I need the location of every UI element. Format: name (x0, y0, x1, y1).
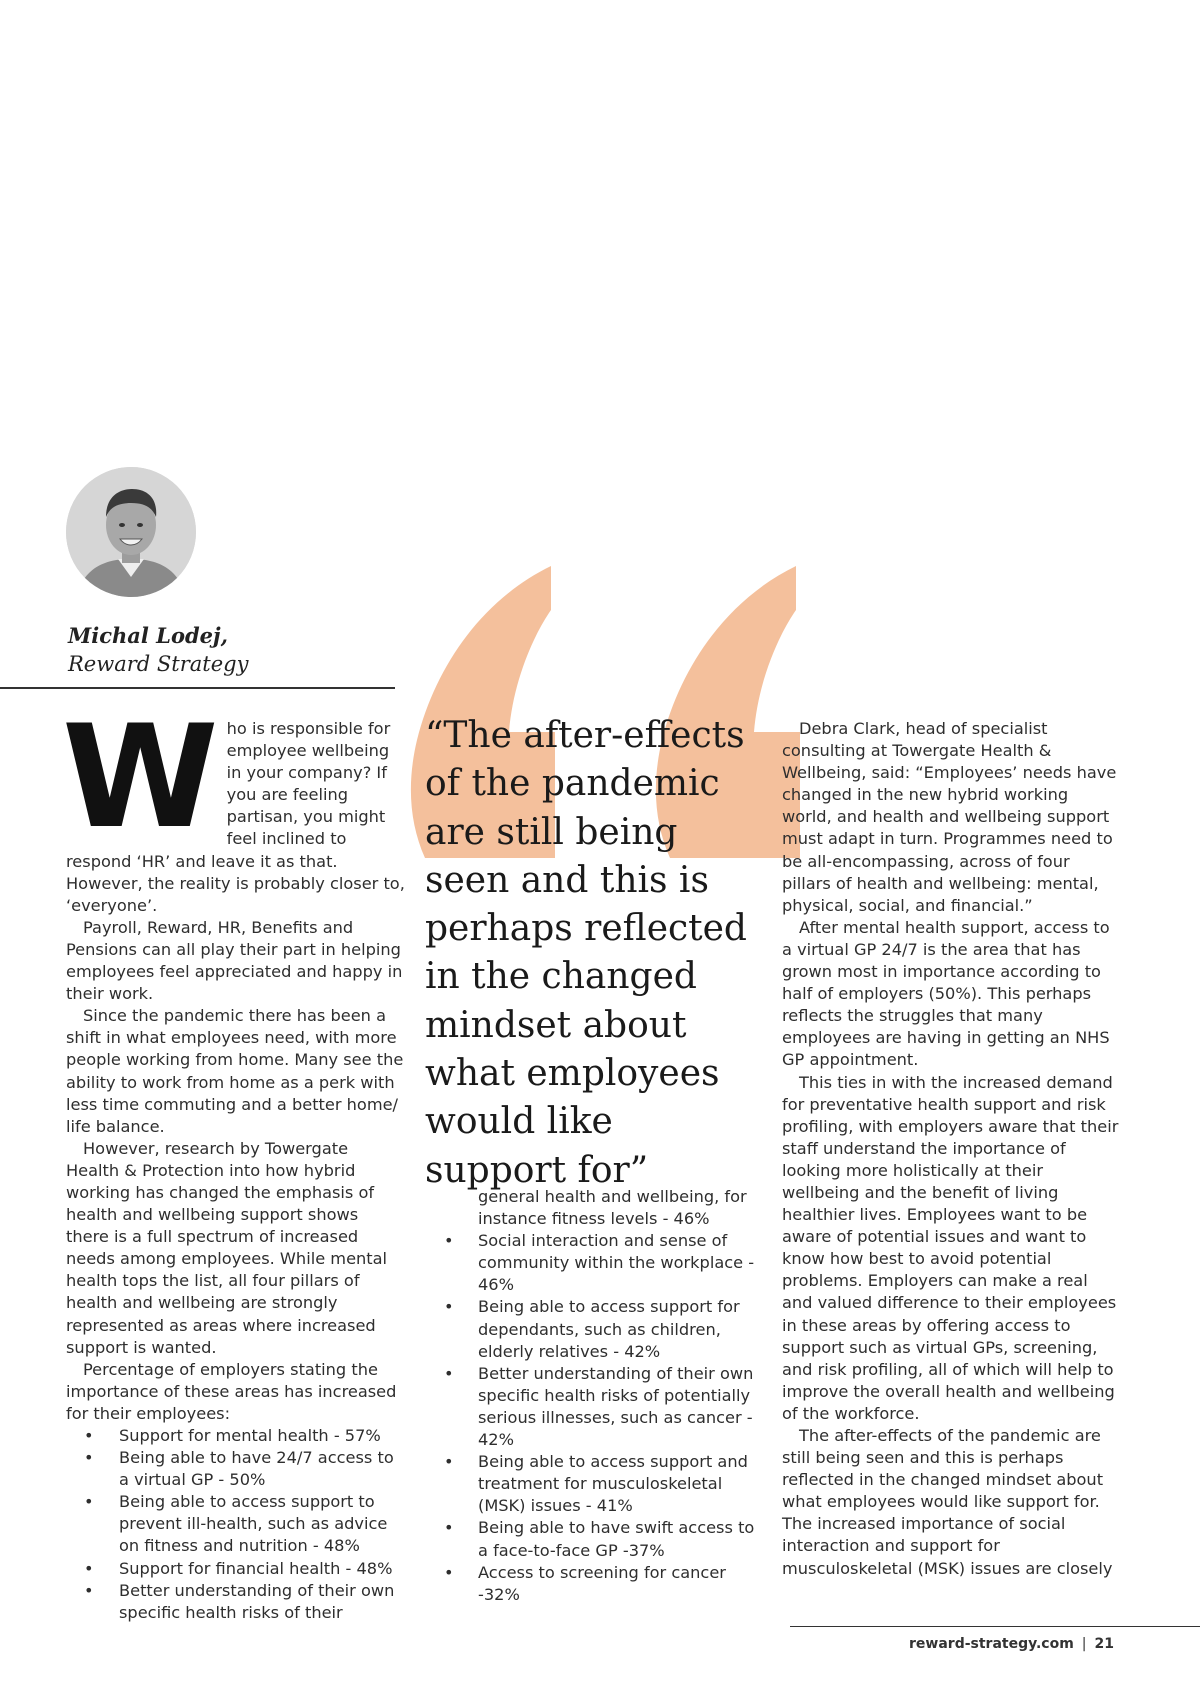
page-number: 21 (1094, 1636, 1114, 1652)
list-item: • Support for financial health - 48% (66, 1558, 406, 1580)
paragraph: ho is responsible for employee wellbeing in your company? If you are feeling partisan, you might feel inclined to respond ‘HR’ and leave it as that. However, the reality is probably closer to, ‘everyone’. (66, 719, 405, 915)
drop-cap: W (62, 695, 219, 860)
article-column-1 (62, 695, 406, 1624)
list-item: • Being able to access support to prevent ill-health, such as advice on fitness and nutrition - 48% (66, 1491, 406, 1557)
article-column-2 (430, 1186, 765, 1606)
paragraph: However, research by Towergate Health & Protection into how hybrid working has changed the emphasis of health and wellbeing support shows there is a full spectrum of increased needs among employees. While mental health tops the list, all four pillars of health and wellbeing are strongly represented as areas where increased support is wanted. (66, 1138, 388, 1357)
author-photo (66, 467, 196, 597)
list-item-continuation: general health and wellbeing, for instance fitness levels - 46% (478, 1187, 747, 1229)
paragraph: Debra Clark, head of specialist consulting at Towergate Health & Wellbeing, said: “Employees’ needs have changed in the new hybrid working world, and health and wellbeing support must adapt in turn. Programmes need to be all-encompassing, across of four pillars of health and wellbeing: mental, physical, social, and financial.” (782, 719, 1117, 915)
list-item: • Social interaction and sense of community within the workplace - 46% (430, 1230, 765, 1296)
author-name: Michal Lodej, (68, 623, 228, 648)
list-item: • Being able to have swift access to a face-to-face GP -37% (430, 1517, 765, 1561)
list-item: • Being able to have 24/7 access to a virtual GP - 50% (66, 1447, 406, 1491)
paragraph: This ties in with the increased demand for preventative health support and risk profiling, with employers aware that their staff understand the importance of looking more holistically at their wellbeing and the benefit of living healthier lives. Employees want to be aware of potential issues and want to know how best to avoid potential problems. Employers can make a real and valued difference to their employees in these areas by offering access to support such as virtual GPs, screening, and risk profiling, all of which will help to improve the overall health and wellbeing of the workforce. (782, 1072, 1119, 1423)
pull-quote: “The after-effects of the pandemic are still being seen and this is perhaps reflected in the changed mindset about what employees would like support for” (425, 715, 747, 1191)
footer-separator: | (1081, 1636, 1087, 1652)
page-footer (909, 1636, 1114, 1652)
paragraph: After mental health support, access to a virtual GP 24/7 is the area that has grown most in importance according to half of employers (50%). This perhaps reflects the struggles that many employees are having in getting an NHS GP appointment. (782, 917, 1110, 1070)
footer-website: reward-strategy.com (909, 1636, 1074, 1652)
footer-divider (790, 1626, 1200, 1627)
paragraph: Since the pandemic there has been a shift in what employees need, with more people working from home. Many see the ability to work from home as a perk with less time commuting and a better home/ life balance. (66, 1006, 404, 1136)
list-item: • Access to screening for cancer -32% (430, 1562, 765, 1606)
paragraph: Payroll, Reward, HR, Benefits and Pensions can all play their part in helping employees feel appreciated and happy in their work. (66, 917, 403, 1004)
paragraph: Percentage of employers stating the importance of these areas has increased for their employees: (66, 1359, 397, 1423)
author-portrait-illustration (66, 467, 196, 597)
list-item: • Being able to access support and treatment for musculoskeletal (MSK) issues - 41% (430, 1451, 765, 1517)
list-item: • Being able to access support for dependants, such as children, elderly relatives - 42% (430, 1296, 765, 1362)
list-item: • Better understanding of their own specific health risks of potentially serious illnesses, such as cancer - 42% (430, 1363, 765, 1451)
byline-divider (0, 687, 395, 689)
list-item: • Better understanding of their own specific health risks of their (66, 1580, 406, 1624)
list-item: • Support for mental health - 57% (66, 1425, 406, 1447)
article-column-3 (782, 718, 1122, 1580)
employer-priorities-list-continued (430, 1230, 765, 1606)
author-byline (68, 622, 248, 678)
employer-priorities-list (66, 1425, 406, 1624)
author-organisation: Reward Strategy (68, 652, 249, 676)
paragraph: The after-effects of the pandemic are still being seen and this is perhaps reflected in the changed mindset about what employees would like support for. The increased importance of social interaction and support for musculoskeletal (MSK) issues are closely (782, 1426, 1113, 1578)
